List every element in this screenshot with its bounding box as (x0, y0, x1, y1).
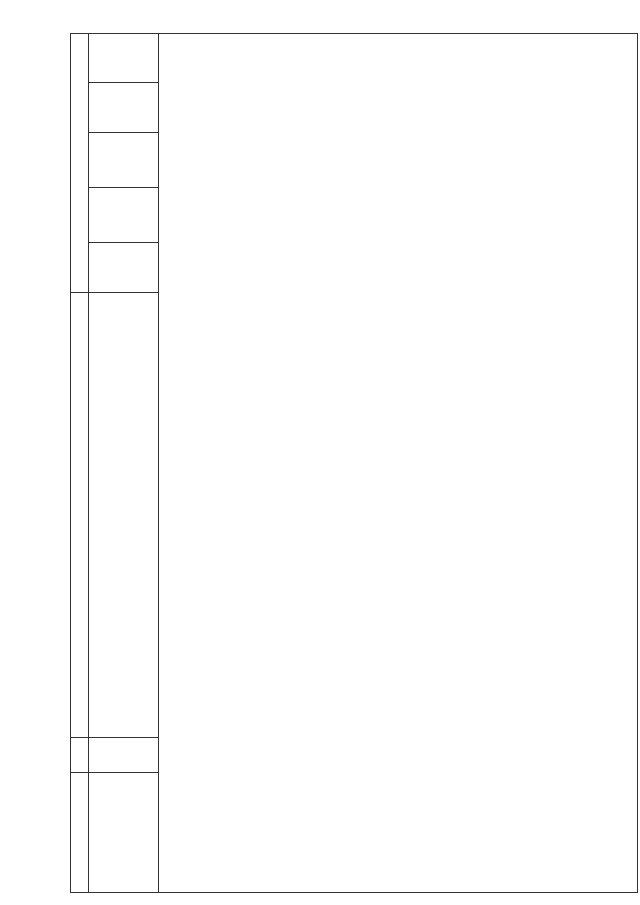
rotated-table-sheet (70, 33, 638, 893)
header-divider (88, 242, 158, 243)
header-row-divider (88, 33, 89, 893)
table-frame (70, 33, 638, 893)
header-divider (88, 82, 158, 83)
header-bottom-line (158, 33, 159, 893)
header-divider (88, 187, 158, 188)
header-divider (88, 132, 158, 133)
header-divider (70, 772, 158, 773)
header-divider (70, 737, 158, 738)
header-divider (70, 292, 158, 293)
